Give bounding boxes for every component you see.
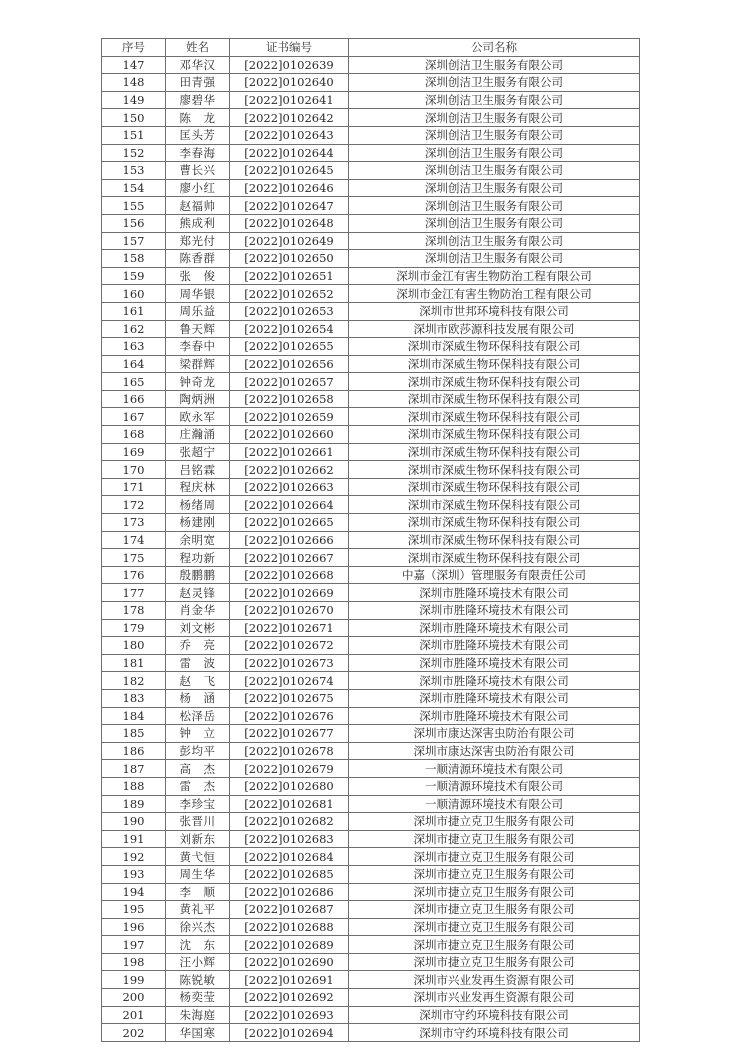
cell-name: 李珍宝 bbox=[166, 795, 230, 813]
table-row bbox=[102, 1006, 640, 1024]
cell-company: 深圳市捷立克卫生服务有限公司 bbox=[349, 901, 640, 919]
table-row bbox=[102, 725, 640, 743]
cell-index: 197 bbox=[102, 936, 166, 954]
cell-index: 201 bbox=[102, 1006, 166, 1024]
cell-name: 曹长兴 bbox=[166, 162, 230, 180]
table-row bbox=[102, 619, 640, 637]
cell-cert-no: [2022]0102673 bbox=[230, 654, 349, 672]
cell-name: 肖金华 bbox=[166, 602, 230, 620]
table-row bbox=[102, 214, 640, 232]
cell-company: 深圳创洁卫生服务有限公司 bbox=[349, 162, 640, 180]
cell-index: 156 bbox=[102, 214, 166, 232]
cell-cert-no: [2022]0102691 bbox=[230, 971, 349, 989]
cell-name: 钟奇龙 bbox=[166, 373, 230, 391]
cell-company: 深圳市兴业发再生资源有限公司 bbox=[349, 989, 640, 1007]
cell-company: 深圳市胜隆环境技术有限公司 bbox=[349, 689, 640, 707]
cell-cert-no: [2022]0102660 bbox=[230, 426, 349, 444]
cell-index: 165 bbox=[102, 373, 166, 391]
cell-cert-no: [2022]0102664 bbox=[230, 496, 349, 514]
table-row bbox=[102, 56, 640, 74]
cell-name: 李春海 bbox=[166, 144, 230, 162]
cell-company: 深圳市胜隆环境技术有限公司 bbox=[349, 602, 640, 620]
cell-name: 杨 涵 bbox=[166, 689, 230, 707]
cell-company: 深圳市康达深害虫防治有限公司 bbox=[349, 742, 640, 760]
table-row bbox=[102, 848, 640, 866]
cell-name: 松泽岳 bbox=[166, 707, 230, 725]
cell-name: 余明宽 bbox=[166, 531, 230, 549]
cell-index: 157 bbox=[102, 232, 166, 250]
cell-index: 187 bbox=[102, 760, 166, 778]
cell-company: 深圳市深威生物环保科技有限公司 bbox=[349, 531, 640, 549]
table-row bbox=[102, 338, 640, 356]
cell-company: 深圳市捷立克卫生服务有限公司 bbox=[349, 848, 640, 866]
cell-cert-no: [2022]0102690 bbox=[230, 953, 349, 971]
table-row bbox=[102, 514, 640, 532]
table-row bbox=[102, 373, 640, 391]
cell-cert-no: [2022]0102648 bbox=[230, 214, 349, 232]
certificate-table bbox=[101, 38, 640, 1042]
table-row bbox=[102, 179, 640, 197]
cell-company: 深圳市捷立克卫生服务有限公司 bbox=[349, 918, 640, 936]
cell-name: 廖小红 bbox=[166, 179, 230, 197]
cell-company: 深圳市胜隆环境技术有限公司 bbox=[349, 672, 640, 690]
table-row bbox=[102, 777, 640, 795]
cell-cert-no: [2022]0102688 bbox=[230, 918, 349, 936]
cell-cert-no: [2022]0102672 bbox=[230, 637, 349, 655]
cell-cert-no: [2022]0102645 bbox=[230, 162, 349, 180]
cell-cert-no: [2022]0102676 bbox=[230, 707, 349, 725]
cell-company: 深圳市深威生物环保科技有限公司 bbox=[349, 373, 640, 391]
table-row bbox=[102, 566, 640, 584]
cell-name: 张超宁 bbox=[166, 443, 230, 461]
cell-index: 160 bbox=[102, 285, 166, 303]
cell-name: 程功新 bbox=[166, 549, 230, 567]
cell-name: 吕铭霖 bbox=[166, 461, 230, 479]
cell-name: 李 顺 bbox=[166, 883, 230, 901]
cell-name: 陈 龙 bbox=[166, 109, 230, 127]
table-body bbox=[102, 56, 640, 1041]
cell-company: 中嘉（深圳）管理服务有限责任公司 bbox=[349, 566, 640, 584]
cell-index: 196 bbox=[102, 918, 166, 936]
table-row bbox=[102, 461, 640, 479]
cell-cert-no: [2022]0102663 bbox=[230, 478, 349, 496]
cell-name: 杨绪周 bbox=[166, 496, 230, 514]
cell-company: 深圳市深威生物环保科技有限公司 bbox=[349, 338, 640, 356]
cell-company: 深圳市兴业发再生资源有限公司 bbox=[349, 971, 640, 989]
cell-index: 191 bbox=[102, 830, 166, 848]
cell-name: 周生华 bbox=[166, 865, 230, 883]
cell-cert-no: [2022]0102689 bbox=[230, 936, 349, 954]
cell-name: 乔 亮 bbox=[166, 637, 230, 655]
table-row bbox=[102, 795, 640, 813]
cell-company: 深圳市欧莎源科技发展有限公司 bbox=[349, 320, 640, 338]
cell-cert-no: [2022]0102641 bbox=[230, 91, 349, 109]
table-row bbox=[102, 390, 640, 408]
cell-company: 一顺清源环境技术有限公司 bbox=[349, 760, 640, 778]
cell-cert-no: [2022]0102659 bbox=[230, 408, 349, 426]
cell-company: 深圳市世邦环境科技有限公司 bbox=[349, 302, 640, 320]
cell-index: 148 bbox=[102, 74, 166, 92]
table-row bbox=[102, 584, 640, 602]
cell-index: 167 bbox=[102, 408, 166, 426]
table-row bbox=[102, 742, 640, 760]
cell-index: 186 bbox=[102, 742, 166, 760]
cell-index: 175 bbox=[102, 549, 166, 567]
cell-company: 一顺清源环境技术有限公司 bbox=[349, 777, 640, 795]
cell-company: 深圳创洁卫生服务有限公司 bbox=[349, 126, 640, 144]
cell-cert-no: [2022]0102684 bbox=[230, 848, 349, 866]
cell-name: 黄礼平 bbox=[166, 901, 230, 919]
table-row bbox=[102, 813, 640, 831]
table-row bbox=[102, 162, 640, 180]
cell-index: 184 bbox=[102, 707, 166, 725]
cell-company: 深圳创洁卫生服务有限公司 bbox=[349, 232, 640, 250]
cell-name: 钟 立 bbox=[166, 725, 230, 743]
cell-company: 深圳创洁卫生服务有限公司 bbox=[349, 144, 640, 162]
cell-cert-no: [2022]0102682 bbox=[230, 813, 349, 831]
table-row bbox=[102, 478, 640, 496]
cell-index: 169 bbox=[102, 443, 166, 461]
cell-cert-no: [2022]0102674 bbox=[230, 672, 349, 690]
cell-cert-no: [2022]0102646 bbox=[230, 179, 349, 197]
cell-name: 杨奕莹 bbox=[166, 989, 230, 1007]
cell-cert-no: [2022]0102675 bbox=[230, 689, 349, 707]
cell-index: 198 bbox=[102, 953, 166, 971]
cell-cert-no: [2022]0102640 bbox=[230, 74, 349, 92]
cell-name: 沈 东 bbox=[166, 936, 230, 954]
header-index: 序号 bbox=[102, 39, 166, 57]
cell-index: 193 bbox=[102, 865, 166, 883]
cell-company: 深圳市深威生物环保科技有限公司 bbox=[349, 549, 640, 567]
cell-index: 181 bbox=[102, 654, 166, 672]
cell-cert-no: [2022]0102693 bbox=[230, 1006, 349, 1024]
table-row bbox=[102, 602, 640, 620]
cell-index: 178 bbox=[102, 602, 166, 620]
cell-company: 深圳市深威生物环保科技有限公司 bbox=[349, 461, 640, 479]
cell-name: 周乐益 bbox=[166, 302, 230, 320]
cell-index: 183 bbox=[102, 689, 166, 707]
cell-cert-no: [2022]0102662 bbox=[230, 461, 349, 479]
cell-index: 149 bbox=[102, 91, 166, 109]
cell-cert-no: [2022]0102686 bbox=[230, 883, 349, 901]
cell-cert-no: [2022]0102687 bbox=[230, 901, 349, 919]
cell-company: 深圳市深威生物环保科技有限公司 bbox=[349, 478, 640, 496]
cell-name: 陈锐敏 bbox=[166, 971, 230, 989]
table-header-row bbox=[102, 39, 640, 57]
cell-name: 庄瀚涌 bbox=[166, 426, 230, 444]
cell-index: 195 bbox=[102, 901, 166, 919]
cell-cert-no: [2022]0102678 bbox=[230, 742, 349, 760]
cell-name: 郑光付 bbox=[166, 232, 230, 250]
table-row bbox=[102, 320, 640, 338]
cell-cert-no: [2022]0102680 bbox=[230, 777, 349, 795]
cell-cert-no: [2022]0102683 bbox=[230, 830, 349, 848]
cell-index: 174 bbox=[102, 531, 166, 549]
cell-company: 深圳市深威生物环保科技有限公司 bbox=[349, 426, 640, 444]
cell-index: 147 bbox=[102, 56, 166, 74]
cell-name: 邓华汉 bbox=[166, 56, 230, 74]
cell-name: 匡头芳 bbox=[166, 126, 230, 144]
table-row bbox=[102, 707, 640, 725]
cell-cert-no: [2022]0102644 bbox=[230, 144, 349, 162]
cell-name: 徐兴杰 bbox=[166, 918, 230, 936]
cell-index: 164 bbox=[102, 355, 166, 373]
cell-cert-no: [2022]0102649 bbox=[230, 232, 349, 250]
cell-company: 深圳市捷立克卫生服务有限公司 bbox=[349, 865, 640, 883]
cell-index: 168 bbox=[102, 426, 166, 444]
table-row bbox=[102, 637, 640, 655]
cell-name: 殷鹏鹏 bbox=[166, 566, 230, 584]
cell-cert-no: [2022]0102677 bbox=[230, 725, 349, 743]
cell-name: 张 俊 bbox=[166, 267, 230, 285]
table-row bbox=[102, 355, 640, 373]
cell-company: 深圳创洁卫生服务有限公司 bbox=[349, 74, 640, 92]
cell-cert-no: [2022]0102669 bbox=[230, 584, 349, 602]
table-row bbox=[102, 232, 640, 250]
table-row bbox=[102, 408, 640, 426]
cell-cert-no: [2022]0102668 bbox=[230, 566, 349, 584]
cell-index: 158 bbox=[102, 250, 166, 268]
cell-cert-no: [2022]0102667 bbox=[230, 549, 349, 567]
cell-index: 159 bbox=[102, 267, 166, 285]
table-row bbox=[102, 302, 640, 320]
table-row bbox=[102, 267, 640, 285]
table-row bbox=[102, 654, 640, 672]
cell-name: 赵灵锋 bbox=[166, 584, 230, 602]
cell-index: 176 bbox=[102, 566, 166, 584]
cell-company: 深圳创洁卫生服务有限公司 bbox=[349, 250, 640, 268]
cell-name: 彭均平 bbox=[166, 742, 230, 760]
cell-index: 177 bbox=[102, 584, 166, 602]
cell-index: 153 bbox=[102, 162, 166, 180]
cell-index: 154 bbox=[102, 179, 166, 197]
table-row bbox=[102, 953, 640, 971]
cell-cert-no: [2022]0102650 bbox=[230, 250, 349, 268]
cell-company: 深圳创洁卫生服务有限公司 bbox=[349, 91, 640, 109]
cell-cert-no: [2022]0102671 bbox=[230, 619, 349, 637]
table-row bbox=[102, 689, 640, 707]
cell-name: 赵福帅 bbox=[166, 197, 230, 215]
cell-company: 深圳市胜隆环境技术有限公司 bbox=[349, 584, 640, 602]
cell-index: 162 bbox=[102, 320, 166, 338]
cell-company: 深圳创洁卫生服务有限公司 bbox=[349, 197, 640, 215]
cell-index: 194 bbox=[102, 883, 166, 901]
header-cert-no: 证书编号 bbox=[230, 39, 349, 57]
cell-name: 程庆林 bbox=[166, 478, 230, 496]
cell-index: 199 bbox=[102, 971, 166, 989]
table-row bbox=[102, 760, 640, 778]
cell-cert-no: [2022]0102654 bbox=[230, 320, 349, 338]
cell-index: 172 bbox=[102, 496, 166, 514]
cell-name: 熊成利 bbox=[166, 214, 230, 232]
cell-name: 赵 飞 bbox=[166, 672, 230, 690]
table-row bbox=[102, 830, 640, 848]
table-row bbox=[102, 865, 640, 883]
cell-cert-no: [2022]0102666 bbox=[230, 531, 349, 549]
table-row bbox=[102, 936, 640, 954]
cell-cert-no: [2022]0102651 bbox=[230, 267, 349, 285]
cell-index: 166 bbox=[102, 390, 166, 408]
cell-name: 雷 波 bbox=[166, 654, 230, 672]
cell-company: 深圳市胜隆环境技术有限公司 bbox=[349, 654, 640, 672]
cell-name: 雷 杰 bbox=[166, 777, 230, 795]
cell-company: 深圳市捷立克卫生服务有限公司 bbox=[349, 953, 640, 971]
cell-company: 深圳市深威生物环保科技有限公司 bbox=[349, 408, 640, 426]
table-row bbox=[102, 918, 640, 936]
table-row bbox=[102, 144, 640, 162]
table-row bbox=[102, 197, 640, 215]
cell-company: 深圳市深威生物环保科技有限公司 bbox=[349, 514, 640, 532]
cell-index: 179 bbox=[102, 619, 166, 637]
table-row bbox=[102, 531, 640, 549]
cell-cert-no: [2022]0102694 bbox=[230, 1024, 349, 1042]
cell-name: 陈香群 bbox=[166, 250, 230, 268]
cell-name: 陶炳洲 bbox=[166, 390, 230, 408]
cell-index: 171 bbox=[102, 478, 166, 496]
cell-name: 黄弋恒 bbox=[166, 848, 230, 866]
cell-index: 161 bbox=[102, 302, 166, 320]
table-row bbox=[102, 971, 640, 989]
cell-cert-no: [2022]0102639 bbox=[230, 56, 349, 74]
cell-company: 深圳市捷立克卫生服务有限公司 bbox=[349, 936, 640, 954]
cell-company: 深圳市深威生物环保科技有限公司 bbox=[349, 390, 640, 408]
cell-name: 梁群辉 bbox=[166, 355, 230, 373]
table-row bbox=[102, 126, 640, 144]
cell-name: 华国寒 bbox=[166, 1024, 230, 1042]
cell-name: 朱海庭 bbox=[166, 1006, 230, 1024]
cell-name: 鲁天辉 bbox=[166, 320, 230, 338]
cell-index: 173 bbox=[102, 514, 166, 532]
cell-index: 200 bbox=[102, 989, 166, 1007]
table-row bbox=[102, 496, 640, 514]
cell-name: 廖碧华 bbox=[166, 91, 230, 109]
cell-company: 深圳市胜隆环境技术有限公司 bbox=[349, 619, 640, 637]
cell-name: 欧永军 bbox=[166, 408, 230, 426]
cell-index: 180 bbox=[102, 637, 166, 655]
cell-name: 刘文彬 bbox=[166, 619, 230, 637]
cell-name: 田青强 bbox=[166, 74, 230, 92]
cell-company: 深圳市金江有害生物防治工程有限公司 bbox=[349, 267, 640, 285]
header-company: 公司名称 bbox=[349, 39, 640, 57]
cell-company: 深圳市胜隆环境技术有限公司 bbox=[349, 637, 640, 655]
cell-index: 189 bbox=[102, 795, 166, 813]
cell-cert-no: [2022]0102657 bbox=[230, 373, 349, 391]
cell-index: 188 bbox=[102, 777, 166, 795]
cell-index: 190 bbox=[102, 813, 166, 831]
table-row bbox=[102, 285, 640, 303]
cell-cert-no: [2022]0102681 bbox=[230, 795, 349, 813]
cell-index: 151 bbox=[102, 126, 166, 144]
table-row bbox=[102, 883, 640, 901]
cell-cert-no: [2022]0102670 bbox=[230, 602, 349, 620]
cell-name: 周华银 bbox=[166, 285, 230, 303]
cell-company: 深圳创洁卫生服务有限公司 bbox=[349, 214, 640, 232]
cell-cert-no: [2022]0102658 bbox=[230, 390, 349, 408]
table-row bbox=[102, 250, 640, 268]
cell-company: 深圳市康达深害虫防治有限公司 bbox=[349, 725, 640, 743]
cell-cert-no: [2022]0102679 bbox=[230, 760, 349, 778]
cell-name: 张晋川 bbox=[166, 813, 230, 831]
cell-company: 深圳市守约环境科技有限公司 bbox=[349, 1024, 640, 1042]
cell-company: 深圳创洁卫生服务有限公司 bbox=[349, 109, 640, 127]
cell-cert-no: [2022]0102685 bbox=[230, 865, 349, 883]
header-name: 姓名 bbox=[166, 39, 230, 57]
cell-company: 深圳创洁卫生服务有限公司 bbox=[349, 56, 640, 74]
cell-index: 182 bbox=[102, 672, 166, 690]
cell-index: 163 bbox=[102, 338, 166, 356]
table-row bbox=[102, 1024, 640, 1042]
table-row bbox=[102, 74, 640, 92]
cell-cert-no: [2022]0102656 bbox=[230, 355, 349, 373]
cell-index: 150 bbox=[102, 109, 166, 127]
table-row bbox=[102, 672, 640, 690]
cell-index: 155 bbox=[102, 197, 166, 215]
cell-company: 深圳创洁卫生服务有限公司 bbox=[349, 179, 640, 197]
cell-cert-no: [2022]0102652 bbox=[230, 285, 349, 303]
table-row bbox=[102, 109, 640, 127]
cell-company: 深圳市金江有害生物防治工程有限公司 bbox=[349, 285, 640, 303]
cell-company: 深圳市守约环境科技有限公司 bbox=[349, 1006, 640, 1024]
cell-index: 185 bbox=[102, 725, 166, 743]
cell-index: 170 bbox=[102, 461, 166, 479]
cell-name: 李春中 bbox=[166, 338, 230, 356]
cell-cert-no: [2022]0102647 bbox=[230, 197, 349, 215]
cell-company: 深圳市捷立克卫生服务有限公司 bbox=[349, 830, 640, 848]
cell-cert-no: [2022]0102655 bbox=[230, 338, 349, 356]
cell-cert-no: [2022]0102643 bbox=[230, 126, 349, 144]
cell-company: 深圳市捷立克卫生服务有限公司 bbox=[349, 813, 640, 831]
cell-company: 深圳市深威生物环保科技有限公司 bbox=[349, 496, 640, 514]
cell-cert-no: [2022]0102653 bbox=[230, 302, 349, 320]
cell-company: 深圳市胜隆环境技术有限公司 bbox=[349, 707, 640, 725]
cell-cert-no: [2022]0102661 bbox=[230, 443, 349, 461]
cell-company: 深圳市深威生物环保科技有限公司 bbox=[349, 355, 640, 373]
cell-index: 202 bbox=[102, 1024, 166, 1042]
table-row bbox=[102, 91, 640, 109]
cell-name: 刘新东 bbox=[166, 830, 230, 848]
cell-name: 杨建刚 bbox=[166, 514, 230, 532]
cell-name: 汪小辉 bbox=[166, 953, 230, 971]
table-row bbox=[102, 443, 640, 461]
table-row bbox=[102, 549, 640, 567]
table-row bbox=[102, 989, 640, 1007]
cell-cert-no: [2022]0102642 bbox=[230, 109, 349, 127]
cell-name: 高 杰 bbox=[166, 760, 230, 778]
cell-cert-no: [2022]0102665 bbox=[230, 514, 349, 532]
cell-index: 152 bbox=[102, 144, 166, 162]
table-row bbox=[102, 426, 640, 444]
cell-company: 一顺清源环境技术有限公司 bbox=[349, 795, 640, 813]
cell-company: 深圳市深威生物环保科技有限公司 bbox=[349, 443, 640, 461]
cell-index: 192 bbox=[102, 848, 166, 866]
cell-company: 深圳市捷立克卫生服务有限公司 bbox=[349, 883, 640, 901]
table-row bbox=[102, 901, 640, 919]
cell-cert-no: [2022]0102692 bbox=[230, 989, 349, 1007]
